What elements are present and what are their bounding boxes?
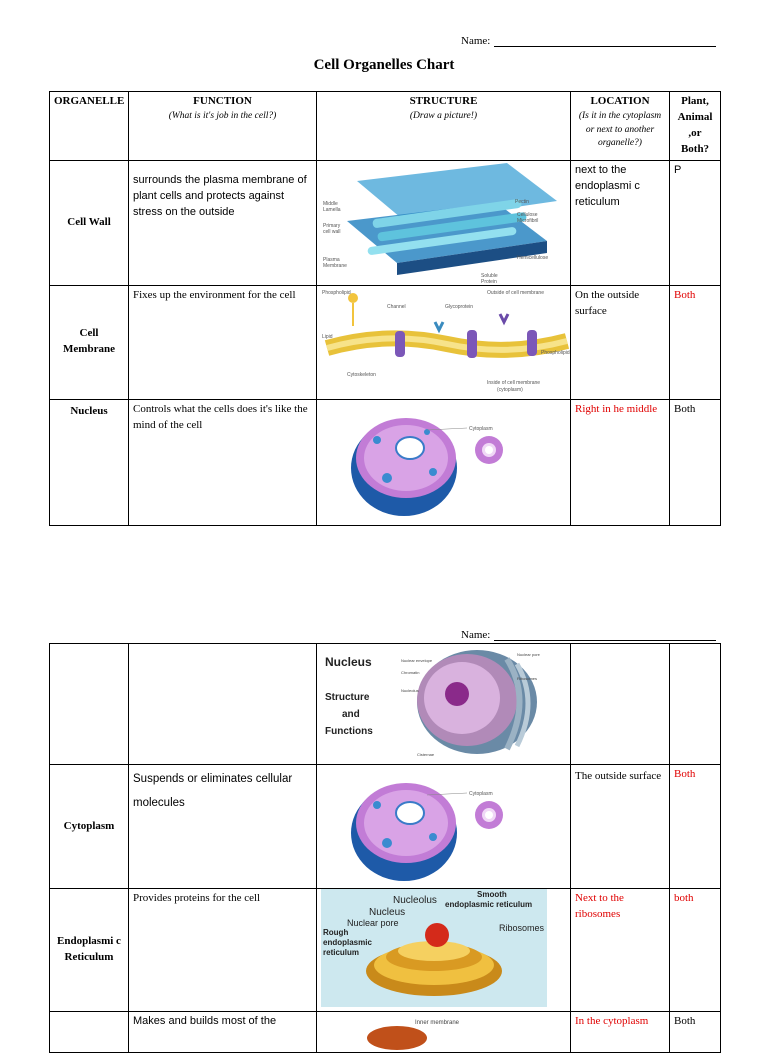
svg-text:Channel: Channel bbox=[387, 303, 406, 310]
svg-text:Lamella: Lamella bbox=[323, 206, 341, 213]
svg-text:Chromatin: Chromatin bbox=[401, 670, 420, 675]
cell-membrane-image bbox=[317, 285, 571, 399]
svg-text:Microfibril: Microfibril bbox=[517, 217, 539, 224]
header-structure: STRUCTURE (Draw a picture!) bbox=[317, 92, 571, 161]
location-cell: In the cytoplasm bbox=[571, 1012, 670, 1053]
organelle-table-2 bbox=[49, 643, 721, 1053]
table-row bbox=[50, 765, 721, 889]
table-row bbox=[50, 285, 721, 399]
function-cell bbox=[129, 644, 317, 765]
svg-text:Nuclear envelope: Nuclear envelope bbox=[401, 658, 433, 663]
header-organelle: ORGANELLE bbox=[50, 92, 129, 161]
header-function: FUNCTION (What is it's job in the cell?) bbox=[129, 92, 317, 161]
svg-text:reticulum: reticulum bbox=[323, 948, 360, 957]
organelle-cell bbox=[50, 644, 129, 765]
function-cell: Provides proteins for the cell bbox=[129, 889, 317, 1012]
nucleus-structure-image bbox=[317, 644, 571, 765]
location-cell: Right in he middle bbox=[571, 399, 670, 525]
svg-text:Cytoplasm: Cytoplasm bbox=[469, 425, 493, 432]
table-row bbox=[50, 160, 721, 285]
location-cell: On the outside surface bbox=[571, 285, 670, 399]
mitochondria-image bbox=[317, 1012, 571, 1053]
svg-text:Smooth: Smooth bbox=[477, 890, 507, 899]
organelle-cell-wall: Cell Wall bbox=[50, 160, 129, 285]
plant-cell bbox=[670, 644, 721, 765]
plant-cell: Both bbox=[670, 765, 721, 889]
svg-text:Lipid: Lipid bbox=[322, 333, 333, 340]
svg-text:Cellulose: Cellulose bbox=[517, 211, 538, 218]
svg-text:Pectin: Pectin bbox=[515, 198, 529, 205]
plant-cell: Both bbox=[670, 399, 721, 525]
name-label: Name: bbox=[461, 35, 491, 47]
header-plant-animal: Plant, Animal ,or Both? bbox=[670, 92, 721, 161]
svg-text:Cytoskeleton: Cytoskeleton bbox=[347, 371, 376, 378]
svg-text:Nucleolus: Nucleolus bbox=[393, 895, 437, 906]
svg-text:Nuclear pore: Nuclear pore bbox=[347, 918, 399, 928]
svg-text:Nuclear pore: Nuclear pore bbox=[517, 652, 540, 657]
svg-text:Inner membrane: Inner membrane bbox=[415, 1020, 460, 1026]
svg-text:Protein: Protein bbox=[481, 278, 497, 285]
organelle-cytoplasm: Cytoplasm bbox=[50, 765, 129, 889]
plant-cell: Both bbox=[670, 285, 721, 399]
svg-text:endoplasmic: endoplasmic bbox=[323, 938, 372, 947]
svg-text:(cytoplasm): (cytoplasm) bbox=[497, 386, 523, 393]
header-location: LOCATION (Is it in the cytoplasm or next to another organelle?) bbox=[571, 92, 670, 161]
svg-text:Outside of cell membrane: Outside of cell membrane bbox=[487, 289, 544, 296]
location-cell: The outside surface bbox=[571, 765, 670, 889]
svg-text:Phospholipid: Phospholipid bbox=[322, 289, 351, 296]
cell-wall-image bbox=[317, 160, 571, 285]
cytoplasm-image bbox=[317, 765, 571, 889]
organelle-cell bbox=[50, 1012, 129, 1053]
svg-text:Functions: Functions bbox=[325, 726, 373, 737]
svg-text:Middle: Middle bbox=[323, 200, 338, 207]
svg-text:Ribosomes: Ribosomes bbox=[517, 676, 538, 681]
name-label: Name: bbox=[461, 629, 491, 641]
svg-text:and: and bbox=[342, 709, 360, 720]
function-cell: Controls what the cells does it's like the mind of the cell bbox=[129, 399, 317, 525]
svg-text:Nucleolus: Nucleolus bbox=[401, 688, 419, 693]
name-field-2[interactable] bbox=[461, 629, 716, 641]
function-cell: surrounds the plasma membrane of plant cells and protects against stress on the outside bbox=[129, 160, 317, 285]
function-cell: Suspends or eliminates cellular molecules bbox=[129, 765, 317, 889]
svg-text:Primary: Primary bbox=[323, 222, 341, 229]
plant-cell: Both bbox=[670, 1012, 721, 1053]
svg-text:Soluble: Soluble bbox=[481, 272, 498, 279]
nucleus-img-title: Nucleus bbox=[325, 655, 372, 669]
function-cell: Fixes up the environment for the cell bbox=[129, 285, 317, 399]
organelle-table-1 bbox=[49, 91, 721, 526]
svg-text:Inside of cell membrane: Inside of cell membrane bbox=[487, 379, 541, 386]
svg-text:Hemicellulose: Hemicellulose bbox=[517, 254, 549, 261]
nucleus-image bbox=[317, 399, 571, 525]
plant-cell: both bbox=[670, 889, 721, 1012]
function-cell: Makes and builds most of the bbox=[129, 1012, 317, 1053]
page-title: Cell Organelles Chart bbox=[313, 57, 455, 73]
svg-text:Glycoprotein: Glycoprotein bbox=[445, 303, 474, 310]
svg-text:Cisternae: Cisternae bbox=[417, 752, 435, 757]
location-cell: Next to the ribosomes bbox=[571, 889, 670, 1012]
name-blank[interactable] bbox=[494, 36, 716, 47]
plant-cell: P bbox=[670, 160, 721, 285]
name-blank[interactable] bbox=[494, 630, 716, 641]
svg-text:Nucleus: Nucleus bbox=[369, 907, 406, 918]
organelle-nucleus: Nucleus bbox=[50, 399, 129, 525]
svg-text:Structure: Structure bbox=[325, 692, 370, 703]
endoplasmic-reticulum-image bbox=[317, 889, 571, 1012]
svg-text:Phospholipid: Phospholipid bbox=[541, 349, 570, 356]
table-row bbox=[50, 399, 721, 525]
name-field-1[interactable] bbox=[461, 35, 716, 47]
svg-text:Cytoplasm: Cytoplasm bbox=[469, 791, 493, 797]
svg-text:Ribosomes: Ribosomes bbox=[499, 923, 545, 933]
svg-text:endoplasmic reticulum: endoplasmic reticulum bbox=[445, 900, 533, 909]
table-row bbox=[50, 889, 721, 1012]
svg-text:Rough: Rough bbox=[323, 928, 349, 937]
svg-text:Membrane: Membrane bbox=[323, 262, 347, 269]
table-row bbox=[50, 644, 721, 765]
location-cell bbox=[571, 644, 670, 765]
organelle-endoplasmic-reticulum: Endoplasmi c Reticulum bbox=[50, 889, 129, 1012]
location-cell: next to the endoplasmi c reticulum bbox=[571, 160, 670, 285]
svg-text:Plasma: Plasma bbox=[323, 256, 340, 263]
table-row bbox=[50, 1012, 721, 1053]
organelle-cell-membrane: Cell Membrane bbox=[50, 285, 129, 399]
svg-text:cell wall: cell wall bbox=[323, 228, 341, 235]
